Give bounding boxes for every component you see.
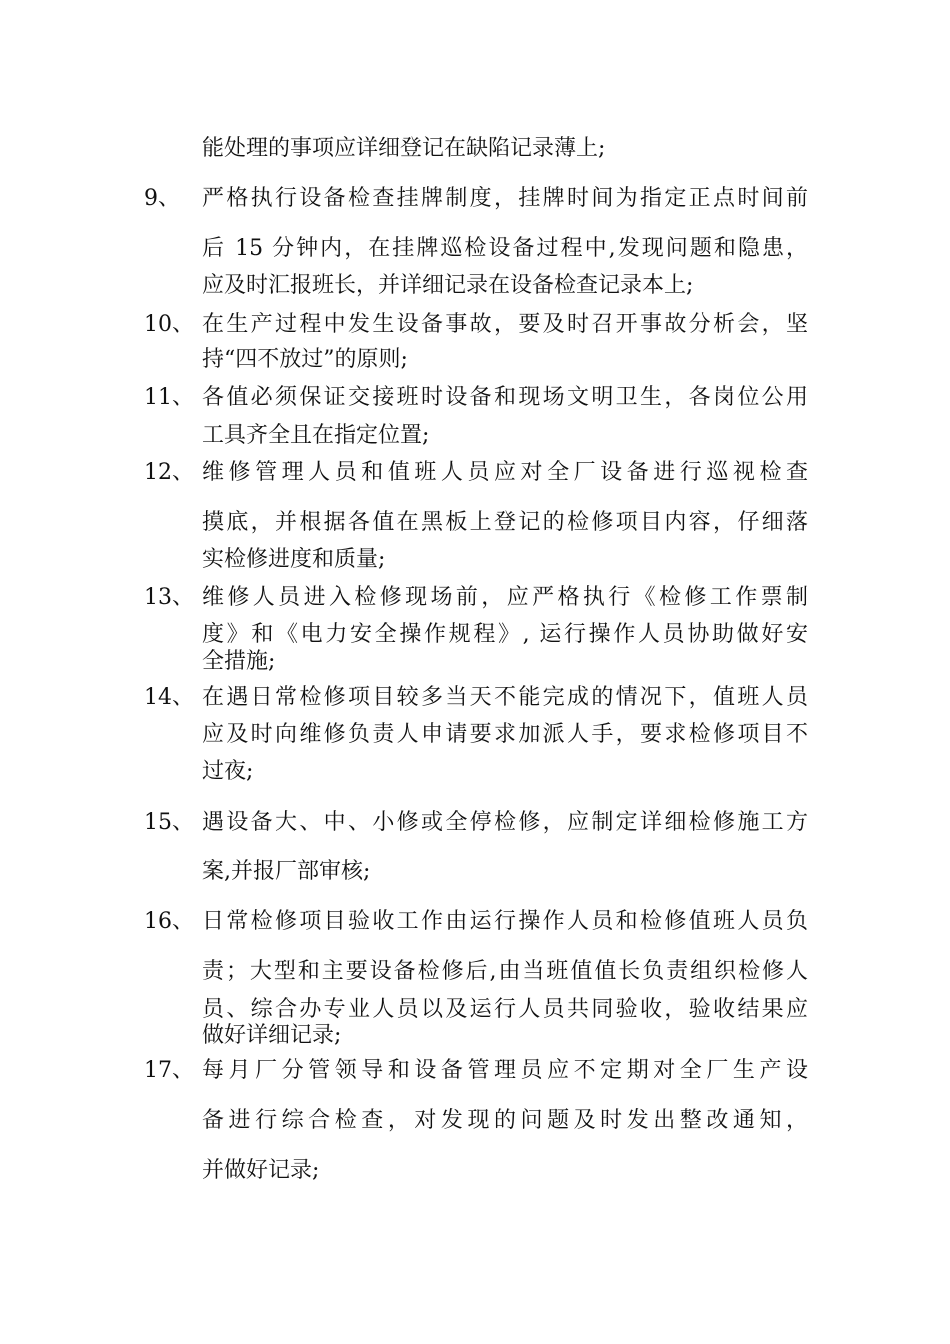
item-number-15: 15、 (144, 810, 194, 835)
item-17-line-3: 并做好记录; (202, 1158, 320, 1183)
item-number-10: 10、 (144, 312, 194, 337)
item-14-line-2: 应及时向维修负责人申请要求加派人手，要求检修项目不 (202, 722, 808, 747)
item-16-line-2: 责；大型和主要设备检修后,由当班值值长负责组织检修人 (202, 959, 808, 984)
item-number-12: 12、 (144, 460, 194, 485)
item-number-16: 16、 (144, 909, 194, 934)
item-9-line-2: 后 15 分钟内，在挂牌巡检设备过程中,发现问题和隐患， (202, 236, 808, 261)
item-11-line-2: 工具齐全且在指定位置; (202, 423, 430, 448)
item-15-line-2: 案,并报厂部审核; (202, 859, 371, 884)
item-number-13: 13、 (144, 585, 194, 610)
item-17-line-2: 备进行综合检查，对发现的问题及时发出整改通知， (202, 1108, 808, 1133)
item-14-line-1: 在遇日常检修项目较多当天不能完成的情况下，值班人员 (202, 685, 808, 710)
item-15-line-1: 遇设备大、中、小修或全停检修，应制定详细检修施工方 (202, 810, 808, 835)
item-number-9: 9、 (144, 186, 180, 211)
item-9-line-1: 严格执行设备检查挂牌制度，挂牌时间为指定正点时间前 (202, 186, 808, 211)
item-12-line-1: 维修管理人员和值班人员应对全厂设备进行巡视检查 (202, 460, 808, 485)
item-14-line-3: 过夜; (202, 759, 254, 784)
item-16-line-3: 员、综合办专业人员以及运行人员共同验收，验收结果应 (202, 997, 808, 1022)
item-number-17: 17、 (144, 1058, 194, 1083)
item-10-line-2: 持“四不放过”的原则; (202, 347, 408, 372)
item-11-line-1: 各值必须保证交接班时设备和现场文明卫生，各岗位公用 (202, 385, 808, 410)
item-12-line-2: 摸底，并根据各值在黑板上登记的检修项目内容，仔细落 (202, 510, 808, 535)
item-10-line-1: 在生产过程中发生设备事故，要及时召开事故分析会，坚 (202, 312, 808, 337)
item-16-line-4: 做好详细记录; (202, 1023, 342, 1048)
item-13-line-2: 度》和《电力安全操作规程》, 运行操作人员协助做好安 (202, 622, 808, 647)
item-16-line-1: 日常检修项目验收工作由运行操作人员和检修值班人员负 (202, 909, 808, 934)
item-number-11: 11、 (144, 385, 194, 410)
item-13-line-1: 维修人员进入检修现场前，应严格执行《检修工作票制 (202, 585, 808, 610)
item-13-line-3: 全措施; (202, 649, 276, 674)
item-number-14: 14、 (144, 685, 194, 710)
lead-line: 能处理的事项应详细登记在缺陷记录薄上; (202, 136, 606, 161)
item-17-line-1: 每月厂分管领导和设备管理员应不定期对全厂生产设 (202, 1058, 808, 1083)
item-9-line-3: 应及时汇报班长，并详细记录在设备检查记录本上; (202, 273, 694, 298)
item-12-line-3: 实检修进度和质量; (202, 547, 386, 572)
